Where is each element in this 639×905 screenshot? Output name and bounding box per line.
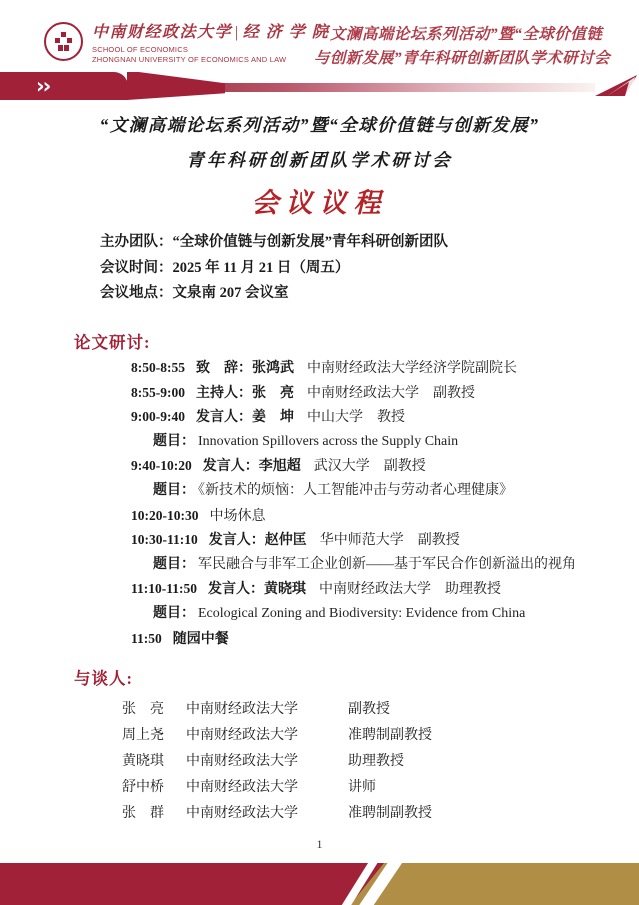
university-seal-icon bbox=[44, 22, 83, 61]
logo-en-name: SCHOOL OF ECONOMICS ZHONGNAN UNIVERSITY OF ECONOMICS AND LAW bbox=[92, 45, 287, 64]
seal-emblem-icon bbox=[53, 32, 74, 51]
discussant-row: 周上尧 中南财经政法大学 准聘制副教授 bbox=[122, 728, 432, 743]
topic-row: 题目： 《新技术的烦恼：人工智能冲击与劳动者心理健康》 bbox=[153, 482, 513, 498]
schedule-row-break: 10:20-10:30 中场休息 bbox=[131, 507, 266, 524]
schedule-row-lunch: 11:50 随园中餐 bbox=[131, 630, 229, 647]
event-banner-title bbox=[308, 23, 616, 71]
discussant-row: 张 群 中南财经政法大学 准聘制副教授 bbox=[122, 806, 432, 821]
discussant-row: 张 亮 中南财经政法大学 副教授 bbox=[122, 702, 390, 717]
papers-section-heading: 论文研讨: bbox=[74, 333, 151, 352]
paper-plane-icon bbox=[595, 74, 637, 98]
chevrons-icon: ›› bbox=[36, 74, 50, 98]
schedule-row: 8:50-8:55 致 辞：张鸿武 中南财经政法大学经济学院副院长 bbox=[131, 360, 517, 376]
venue-line: 会议地点：文泉南 207 会议室 bbox=[100, 285, 289, 301]
footer-crimson-block bbox=[0, 863, 384, 905]
discussants-section-heading: 与谈人: bbox=[74, 669, 133, 688]
logo-cn-name: 中南财经政法大学 | 经 济 学 院 bbox=[92, 24, 330, 41]
main-title-line2: 青年科研创新团队学术研讨会 bbox=[186, 150, 453, 170]
schedule-row: 8:55-9:00 主持人：张 亮 中南财经政法大学 副教授 bbox=[131, 384, 475, 401]
schedule-row: 9:00-9:40 发言人：姜 坤 中山大学 教授 bbox=[131, 409, 405, 426]
topic-row: 题目： 军民融合与非军工企业创新——基于军民合作创新溢出的视角 bbox=[153, 556, 576, 572]
logo-text bbox=[92, 19, 329, 64]
banner-tail-shape bbox=[127, 72, 225, 100]
time-line: 会议时间：2025 年 11 月 21 日（周五） bbox=[100, 259, 350, 276]
meeting-meta bbox=[100, 230, 448, 307]
event-banner-line2: 与创新发展”青年科研创新团队学术研讨会 bbox=[313, 50, 611, 67]
agenda-title: 会议议程 bbox=[251, 188, 388, 218]
banner-red-block bbox=[0, 72, 128, 100]
discussant-row: 黄晓琪 中南财经政法大学 助理教授 bbox=[122, 754, 404, 769]
logo-divider: | bbox=[235, 24, 240, 41]
event-banner-line1: “文澜高端论坛系列活动”暨“全球价值链 bbox=[321, 26, 603, 43]
schedule-row: 10:30-11:10 发言人：赵仲匡 华中师范大学 副教授 bbox=[131, 532, 460, 549]
school-logo bbox=[44, 19, 329, 64]
discussant-row: 舒中桥 中南财经政法大学 讲师 bbox=[122, 780, 376, 795]
page-number: 1 bbox=[316, 837, 323, 851]
schedule-row: 9:40-10:20 发言人：李旭超 武汉大学 副教授 bbox=[131, 458, 426, 475]
host-line: 主办团队：“全球价值链与创新发展”青年科研创新团队 bbox=[100, 234, 448, 250]
main-title-line1: “文澜高端论坛系列活动”暨“全球价值链与创新发展” bbox=[99, 115, 540, 135]
topic-row: 题目： Innovation Spillovers across the Supply Chain bbox=[153, 433, 459, 449]
schedule-list bbox=[131, 356, 621, 651]
schedule-row: 11:10-11:50 发言人：黄晓琪 中南财经政法大学 助理教授 bbox=[131, 581, 501, 598]
header-decorative-banner bbox=[0, 72, 639, 102]
discussant-list bbox=[122, 697, 432, 827]
topic-row: 题目： Ecological Zoning and Biodiversity: Evidence from China bbox=[153, 605, 526, 621]
footer-decorative-band bbox=[0, 863, 639, 905]
